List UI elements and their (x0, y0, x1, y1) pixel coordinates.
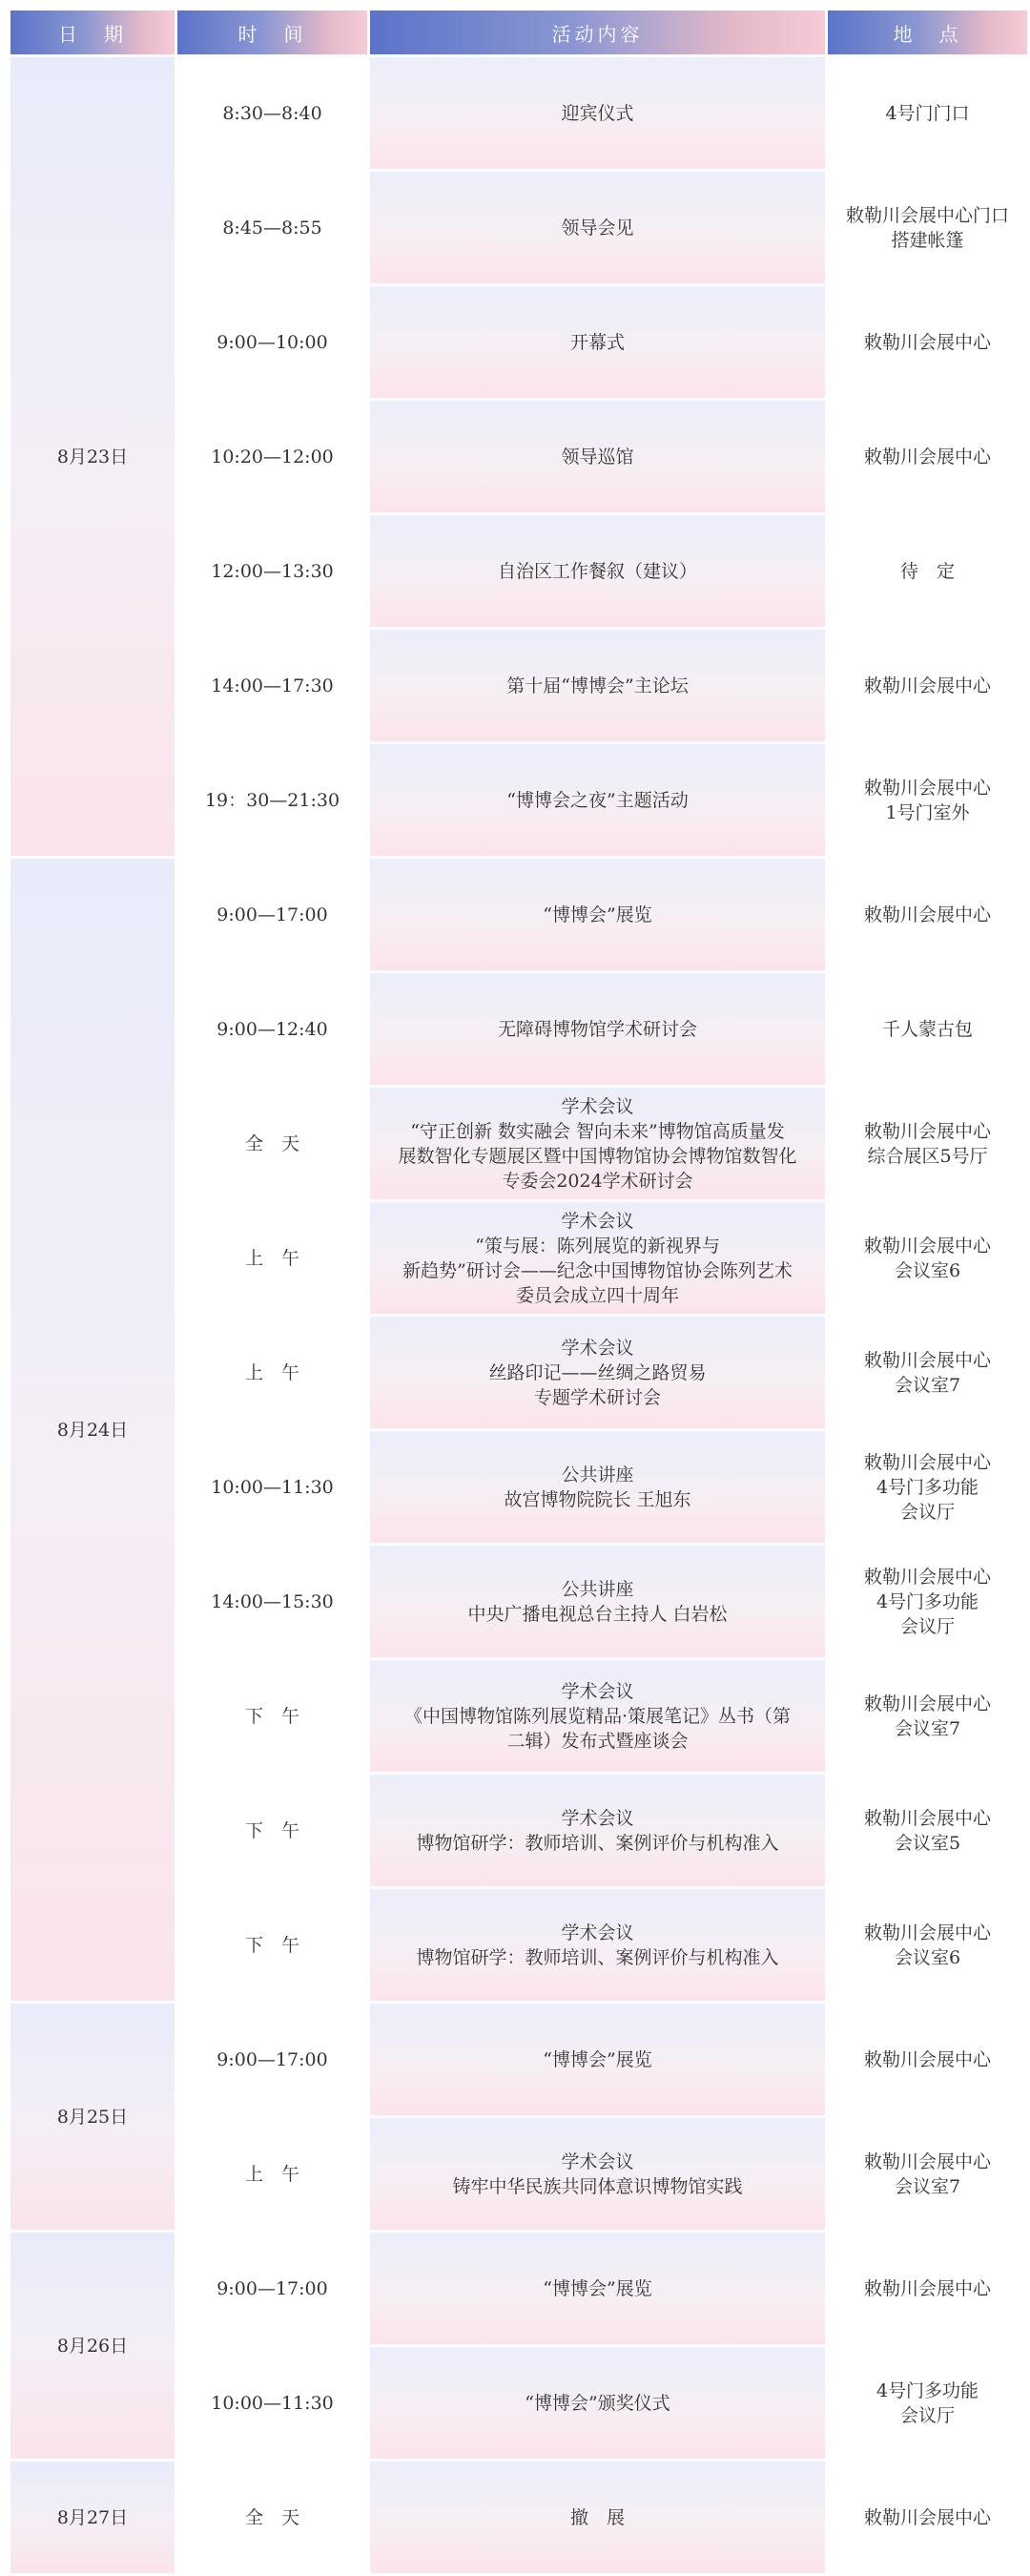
location-line: 敕勒川会展中心 (863, 1922, 991, 1943)
location-line: 会议厅 (899, 1615, 955, 1637)
activity-line: 中央广播电视总台主持人 白岩松 (467, 1603, 728, 1625)
location-line: 会议室6 (894, 1259, 961, 1281)
location-line: 会议室7 (894, 2175, 961, 2197)
activity-line: “博博会”展览 (543, 904, 652, 925)
location-line: 会议厅 (899, 1501, 955, 1523)
table-header (10, 10, 1027, 54)
location-cell (828, 1546, 1027, 1657)
activity-line: 专委会2024学术研讨会 (502, 1170, 693, 1192)
activity-line: 铸牢中华民族共同体意识博物馆实践 (452, 2175, 743, 2197)
activity-cell (370, 286, 825, 398)
activity-line: 第十届“博博会”主论坛 (506, 675, 689, 696)
table-row (10, 2004, 1027, 2115)
activity-line: 领导巡馆 (561, 446, 634, 467)
header-time: 时 间 (177, 10, 367, 54)
location-cell (828, 1317, 1027, 1428)
activity-line: 学术会议 (561, 1807, 634, 1829)
activity-line: 领导会见 (561, 217, 634, 239)
time-cell: 9:00—17:00 (177, 2004, 367, 2115)
activity-line: “策与展：陈列展览的新视界与 (475, 1235, 720, 1257)
time-cell: 9:00—10:00 (177, 286, 367, 398)
activity-cell (370, 973, 825, 1085)
time-cell: 全 天 (177, 1088, 367, 1199)
activity-line: “博博会”展览 (543, 2277, 652, 2299)
table-row (10, 2462, 1027, 2573)
time-cell: 上 午 (177, 1317, 367, 1428)
location-cell (828, 515, 1027, 627)
activity-line: 学术会议 (561, 1680, 634, 1702)
activity-line: 博物馆研学：教师培训、案例评价与机构准入 (416, 1946, 779, 1968)
date-cell: 8月25日 (10, 2004, 175, 2230)
activity-line: 学术会议 (561, 1095, 634, 1117)
location-line: 会议室6 (894, 1946, 961, 1968)
time-cell: 10:20—12:00 (177, 401, 367, 512)
location-cell (828, 2462, 1027, 2573)
activity-cell (370, 1889, 825, 2001)
header-date: 日 期 (10, 10, 175, 54)
activity-line: “博博会”展览 (543, 2048, 652, 2070)
table-row (10, 57, 1027, 169)
header-location: 地 点 (828, 10, 1027, 54)
location-line: 敕勒川会展中心 (863, 1566, 991, 1588)
activity-cell (370, 57, 825, 169)
location-cell (828, 2004, 1027, 2115)
location-line: 敕勒川会展中心 (863, 777, 991, 799)
time-cell: 上 午 (177, 2118, 367, 2230)
activity-line: 故宫博物院院长 王旭东 (504, 1488, 691, 1510)
location-line: 敕勒川会展中心 (863, 1120, 991, 1142)
location-line: 综合展区5号厅 (867, 1145, 988, 1167)
activity-line: 学术会议 (561, 1922, 634, 1943)
location-cell (828, 630, 1027, 741)
location-cell (828, 1431, 1027, 1543)
activity-cell (370, 744, 825, 856)
activity-cell (370, 2233, 825, 2344)
location-cell (828, 973, 1027, 1085)
location-line: 敕勒川会展中心 (863, 1693, 991, 1714)
time-cell: 全 天 (177, 2462, 367, 2573)
activity-line: 丝路印记——丝绸之路贸易 (488, 1361, 707, 1383)
activity-line: 公共讲座 (561, 1578, 634, 1600)
location-cell (828, 401, 1027, 512)
location-line: 会议室5 (894, 1832, 961, 1854)
date-cell: 8月24日 (10, 859, 175, 2001)
location-line: 敕勒川会展中心 (863, 1807, 991, 1829)
location-line: 敕勒川会展中心 (863, 1235, 991, 1257)
location-cell (828, 2118, 1027, 2230)
activity-cell (370, 1317, 825, 1428)
location-cell (828, 744, 1027, 856)
location-line: 敕勒川会展中心 (863, 2506, 991, 2528)
location-cell (828, 859, 1027, 970)
location-line: 敕勒川会展中心 (863, 2048, 991, 2070)
activity-cell (370, 1775, 825, 1886)
activity-line: 新趋势”研讨会——纪念中国博物馆协会陈列艺术 (402, 1259, 793, 1281)
time-cell: 9:00—17:00 (177, 2233, 367, 2344)
location-cell (828, 1088, 1027, 1199)
location-line: 敕勒川会展中心 (863, 446, 991, 467)
activity-line: 公共讲座 (561, 1464, 634, 1485)
activity-cell (370, 2004, 825, 2115)
location-line: 会议室7 (894, 1374, 961, 1396)
table-row (10, 859, 1027, 970)
location-line: 1号门室外 (885, 801, 970, 823)
activity-line: 开幕式 (569, 331, 625, 353)
activity-cell (370, 859, 825, 970)
time-cell: 12:00—13:30 (177, 515, 367, 627)
activity-cell (370, 1660, 825, 1772)
location-line: 4号门多功能 (876, 1476, 979, 1498)
location-cell (828, 1775, 1027, 1886)
activity-line: 自治区工作餐叙（建议） (497, 560, 697, 582)
location-cell (828, 1202, 1027, 1314)
time-cell: 19：30—21:30 (177, 744, 367, 856)
location-line: 4号门门口 (885, 102, 970, 124)
location-line: 会议室7 (894, 1717, 961, 1739)
location-line: 会议厅 (899, 2404, 955, 2426)
location-cell (828, 2347, 1027, 2459)
activity-line: 博物馆研学：教师培训、案例评价与机构准入 (416, 1832, 779, 1854)
activity-cell (370, 630, 825, 741)
table-row (10, 2233, 1027, 2344)
location-line: 敕勒川会展中心 (863, 2277, 991, 2299)
time-cell: 下 午 (177, 1775, 367, 1886)
time-cell: 8:30—8:40 (177, 57, 367, 169)
time-cell: 14:00—17:30 (177, 630, 367, 741)
location-cell (828, 286, 1027, 398)
location-cell (828, 1889, 1027, 2001)
activity-line: 学术会议 (561, 1337, 634, 1359)
location-line: 敕勒川会展中心 (863, 1451, 991, 1473)
activity-line: “守正创新 数实融会 智向未来”博物馆高质量发 (410, 1120, 785, 1142)
location-cell (828, 1660, 1027, 1772)
activity-line: “博博会之夜”主题活动 (506, 789, 689, 811)
location-line: 搭建帐篷 (891, 229, 964, 251)
location-cell (828, 57, 1027, 169)
date-cell: 8月26日 (10, 2233, 175, 2459)
activity-cell (370, 515, 825, 627)
time-cell: 下 午 (177, 1660, 367, 1772)
location-line: 敕勒川会展中心 (863, 331, 991, 353)
activity-line: 学术会议 (561, 1210, 634, 1232)
activity-line: 展数智化专题展区暨中国博物馆协会博物馆数智化 (398, 1145, 797, 1167)
location-line: 敕勒川会展中心 (863, 675, 991, 696)
location-line: 待 定 (899, 560, 955, 582)
activity-cell (370, 2118, 825, 2230)
activity-line: 《中国博物馆陈列展览精品·策展笔记》丛书（第 (403, 1705, 792, 1727)
location-line: 千人蒙古包 (881, 1018, 973, 1040)
time-cell: 9:00—17:00 (177, 859, 367, 970)
time-cell: 9:00—12:40 (177, 973, 367, 1085)
date-cell: 8月27日 (10, 2462, 175, 2573)
activity-cell (370, 172, 825, 283)
activity-line: 学术会议 (561, 2150, 634, 2172)
date-cell: 8月23日 (10, 57, 175, 856)
time-cell: 下 午 (177, 1889, 367, 2001)
location-line: 敕勒川会展中心 (863, 1349, 991, 1371)
activity-cell (370, 1546, 825, 1657)
activity-line: 撤 展 (569, 2506, 625, 2528)
activity-line: “博博会”颁奖仪式 (525, 2392, 670, 2414)
header-activity: 活动内容 (370, 10, 825, 54)
location-cell (828, 2233, 1027, 2344)
activity-line: 二辑）发布式暨座谈会 (506, 1730, 689, 1752)
activity-cell (370, 1431, 825, 1543)
activity-cell (370, 1088, 825, 1199)
schedule-table (8, 8, 1030, 2576)
activity-cell (370, 2462, 825, 2573)
location-line: 敕勒川会展中心门口 (845, 204, 1009, 226)
time-cell: 10:00—11:30 (177, 1431, 367, 1543)
time-cell: 8:45—8:55 (177, 172, 367, 283)
location-cell (828, 172, 1027, 283)
location-line: 4号门多功能 (876, 1590, 979, 1612)
time-cell: 14:00—15:30 (177, 1546, 367, 1657)
location-line: 4号门多功能 (876, 2379, 979, 2401)
activity-line: 专题学术研讨会 (533, 1386, 661, 1408)
activity-cell (370, 1202, 825, 1314)
time-cell: 上 午 (177, 1202, 367, 1314)
activity-cell (370, 401, 825, 512)
activity-line: 委员会成立四十周年 (515, 1284, 679, 1306)
activity-cell (370, 2347, 825, 2459)
activity-line: 迎宾仪式 (561, 102, 634, 124)
activity-line: 无障碍博物馆学术研讨会 (497, 1018, 697, 1040)
time-cell: 10:00—11:30 (177, 2347, 367, 2459)
location-line: 敕勒川会展中心 (863, 2150, 991, 2172)
location-line: 敕勒川会展中心 (863, 904, 991, 925)
